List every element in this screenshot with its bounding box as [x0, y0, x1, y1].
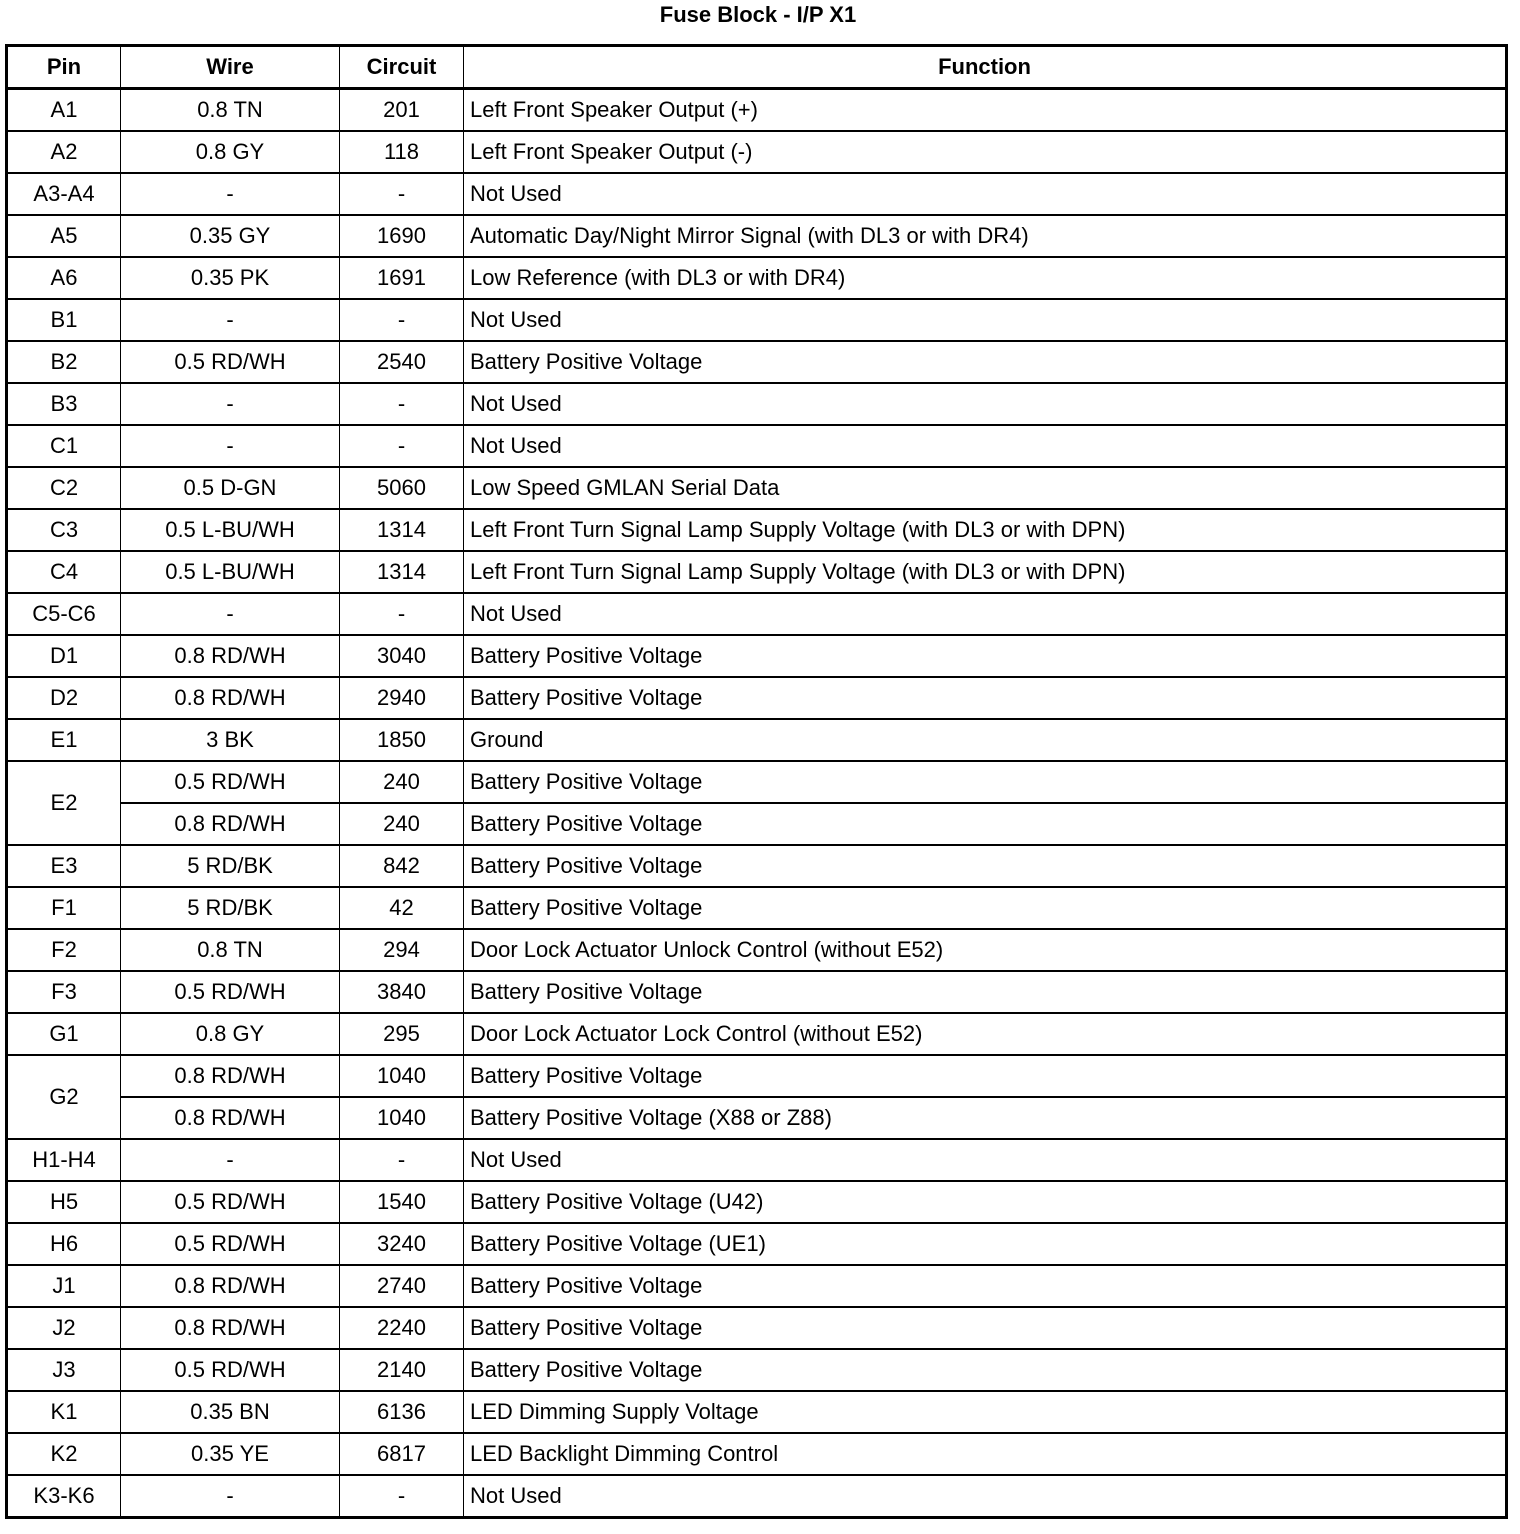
wire-cell: -: [121, 173, 340, 215]
table-row: [7, 1139, 1507, 1181]
column-header-wire: Wire: [121, 46, 340, 89]
circuit-cell: -: [340, 299, 464, 341]
table-row: [7, 1097, 1507, 1139]
wire-cell: 0.8 RD/WH: [121, 1097, 340, 1139]
circuit-cell: 1691: [340, 257, 464, 299]
pin-cell: C2: [7, 467, 121, 509]
circuit-cell: 294: [340, 929, 464, 971]
table-row: [7, 677, 1507, 719]
pin-cell: B3: [7, 383, 121, 425]
page-title: Fuse Block - I/P X1: [659, 2, 857, 27]
pin-cell: A3-A4: [7, 173, 121, 215]
pin-cell: H6: [7, 1223, 121, 1265]
wire-cell: 0.35 YE: [121, 1433, 340, 1475]
circuit-cell: -: [340, 383, 464, 425]
pin-cell: H1-H4: [7, 1139, 121, 1181]
circuit-cell: -: [340, 173, 464, 215]
circuit-cell: 1314: [340, 551, 464, 593]
wire-cell: 5 RD/BK: [121, 845, 340, 887]
pin-cell: B1: [7, 299, 121, 341]
table-body: [7, 89, 1507, 1518]
table-row: [7, 761, 1507, 803]
wire-cell: 0.5 RD/WH: [121, 761, 340, 803]
pin-cell: J2: [7, 1307, 121, 1349]
header-row: [7, 46, 1507, 89]
function-cell: Battery Positive Voltage: [464, 1307, 1507, 1349]
table-row: [7, 1055, 1507, 1097]
function-cell: Door Lock Actuator Lock Control (without E52): [464, 1013, 1507, 1055]
wire-cell: 0.8 RD/WH: [121, 1055, 340, 1097]
table-row: [7, 803, 1507, 845]
circuit-cell: 3840: [340, 971, 464, 1013]
function-cell: Not Used: [464, 593, 1507, 635]
table-row: [7, 971, 1507, 1013]
circuit-cell: 2140: [340, 1349, 464, 1391]
function-cell: Battery Positive Voltage: [464, 1349, 1507, 1391]
table-row: [7, 1307, 1507, 1349]
function-cell: Door Lock Actuator Unlock Control (without E52): [464, 929, 1507, 971]
pin-cell: G1: [7, 1013, 121, 1055]
function-cell: Battery Positive Voltage (U42): [464, 1181, 1507, 1223]
wire-cell: 0.8 TN: [121, 89, 340, 132]
function-cell: Left Front Speaker Output (-): [464, 131, 1507, 173]
pin-cell: E2: [7, 761, 121, 845]
function-cell: LED Backlight Dimming Control: [464, 1433, 1507, 1475]
pin-cell: H5: [7, 1181, 121, 1223]
pin-cell: D2: [7, 677, 121, 719]
function-cell: Not Used: [464, 173, 1507, 215]
pin-cell: F1: [7, 887, 121, 929]
function-cell: Battery Positive Voltage: [464, 677, 1507, 719]
circuit-cell: 240: [340, 761, 464, 803]
table-row: [7, 383, 1507, 425]
pin-cell: F3: [7, 971, 121, 1013]
function-cell: Battery Positive Voltage (X88 or Z88): [464, 1097, 1507, 1139]
wire-cell: 0.8 RD/WH: [121, 635, 340, 677]
circuit-cell: -: [340, 1139, 464, 1181]
wire-cell: 0.35 BN: [121, 1391, 340, 1433]
table-row: [7, 509, 1507, 551]
function-cell: Left Front Turn Signal Lamp Supply Voltage (with DL3 or with DPN): [464, 551, 1507, 593]
wire-cell: 0.35 PK: [121, 257, 340, 299]
table-row: [7, 425, 1507, 467]
wire-cell: 0.5 L-BU/WH: [121, 509, 340, 551]
circuit-cell: 2540: [340, 341, 464, 383]
function-cell: Not Used: [464, 383, 1507, 425]
table-row: [7, 593, 1507, 635]
circuit-cell: 1690: [340, 215, 464, 257]
function-cell: Low Reference (with DL3 or with DR4): [464, 257, 1507, 299]
pin-cell: E1: [7, 719, 121, 761]
circuit-cell: 2740: [340, 1265, 464, 1307]
circuit-cell: 1314: [340, 509, 464, 551]
pin-cell: A2: [7, 131, 121, 173]
function-cell: Battery Positive Voltage: [464, 887, 1507, 929]
wire-cell: 0.8 GY: [121, 1013, 340, 1055]
column-header-pin: Pin: [7, 46, 121, 89]
wire-cell: 0.5 RD/WH: [121, 1223, 340, 1265]
circuit-cell: 42: [340, 887, 464, 929]
pin-cell: C5-C6: [7, 593, 121, 635]
function-cell: Battery Positive Voltage: [464, 761, 1507, 803]
wire-cell: 0.5 RD/WH: [121, 971, 340, 1013]
wire-cell: 0.8 RD/WH: [121, 803, 340, 845]
wire-cell: 0.35 GY: [121, 215, 340, 257]
table-row: [7, 845, 1507, 887]
wire-cell: -: [121, 1475, 340, 1518]
function-cell: Battery Positive Voltage: [464, 1055, 1507, 1097]
pin-cell: K3-K6: [7, 1475, 121, 1518]
function-cell: Automatic Day/Night Mirror Signal (with DL3 or with DR4): [464, 215, 1507, 257]
table-row: [7, 131, 1507, 173]
circuit-cell: 842: [340, 845, 464, 887]
function-cell: Battery Positive Voltage: [464, 1265, 1507, 1307]
table-row: [7, 257, 1507, 299]
column-header-circuit: Circuit: [340, 46, 464, 89]
wire-cell: 0.5 L-BU/WH: [121, 551, 340, 593]
table-row: [7, 887, 1507, 929]
wire-cell: -: [121, 425, 340, 467]
pin-cell: K1: [7, 1391, 121, 1433]
function-cell: LED Dimming Supply Voltage: [464, 1391, 1507, 1433]
pin-cell: A5: [7, 215, 121, 257]
table-row: [7, 173, 1507, 215]
pin-cell: F2: [7, 929, 121, 971]
circuit-cell: 5060: [340, 467, 464, 509]
table-row: [7, 1391, 1507, 1433]
pin-cell: A6: [7, 257, 121, 299]
wire-cell: 0.8 RD/WH: [121, 677, 340, 719]
pin-cell: A1: [7, 89, 121, 132]
pin-cell: G2: [7, 1055, 121, 1139]
function-cell: Battery Positive Voltage: [464, 341, 1507, 383]
circuit-cell: 3240: [340, 1223, 464, 1265]
table-row: [7, 89, 1507, 132]
table-row: [7, 1475, 1507, 1518]
circuit-cell: -: [340, 425, 464, 467]
circuit-cell: 6817: [340, 1433, 464, 1475]
circuit-cell: -: [340, 593, 464, 635]
table-row: [7, 467, 1507, 509]
wire-cell: 0.8 TN: [121, 929, 340, 971]
table-row: [7, 635, 1507, 677]
circuit-cell: 295: [340, 1013, 464, 1055]
function-cell: Battery Positive Voltage: [464, 845, 1507, 887]
circuit-cell: 2240: [340, 1307, 464, 1349]
function-cell: Not Used: [464, 1475, 1507, 1518]
wire-cell: 0.5 D-GN: [121, 467, 340, 509]
circuit-cell: 1040: [340, 1055, 464, 1097]
pin-cell: C3: [7, 509, 121, 551]
table-row: [7, 1181, 1507, 1223]
table-row: [7, 929, 1507, 971]
circuit-cell: 201: [340, 89, 464, 132]
table-row: [7, 1433, 1507, 1475]
circuit-cell: 1850: [340, 719, 464, 761]
wire-cell: 0.5 RD/WH: [121, 1349, 340, 1391]
pin-cell: K2: [7, 1433, 121, 1475]
table-row: [7, 341, 1507, 383]
wire-cell: -: [121, 1139, 340, 1181]
circuit-cell: 6136: [340, 1391, 464, 1433]
wire-cell: 3 BK: [121, 719, 340, 761]
wire-cell: 0.8 RD/WH: [121, 1265, 340, 1307]
pin-cell: E3: [7, 845, 121, 887]
table-row: [7, 1013, 1507, 1055]
wire-cell: 0.5 RD/WH: [121, 1181, 340, 1223]
table-row: [7, 299, 1507, 341]
table-row: [7, 551, 1507, 593]
circuit-cell: 1540: [340, 1181, 464, 1223]
function-cell: Battery Positive Voltage: [464, 803, 1507, 845]
function-cell: Not Used: [464, 425, 1507, 467]
function-cell: Not Used: [464, 299, 1507, 341]
pin-cell: J3: [7, 1349, 121, 1391]
circuit-cell: 1040: [340, 1097, 464, 1139]
pin-cell: D1: [7, 635, 121, 677]
function-cell: Left Front Turn Signal Lamp Supply Voltage (with DL3 or with DPN): [464, 509, 1507, 551]
pin-cell: J1: [7, 1265, 121, 1307]
table-row: [7, 1223, 1507, 1265]
pin-cell: B2: [7, 341, 121, 383]
wire-cell: 0.8 GY: [121, 131, 340, 173]
table-row: [7, 1265, 1507, 1307]
wire-cell: -: [121, 383, 340, 425]
table-row: [7, 215, 1507, 257]
function-cell: Battery Positive Voltage: [464, 635, 1507, 677]
function-cell: Battery Positive Voltage (UE1): [464, 1223, 1507, 1265]
wire-cell: 5 RD/BK: [121, 887, 340, 929]
function-cell: Left Front Speaker Output (+): [464, 89, 1507, 132]
function-cell: Low Speed GMLAN Serial Data: [464, 467, 1507, 509]
table-row: [7, 719, 1507, 761]
circuit-cell: 2940: [340, 677, 464, 719]
circuit-cell: 3040: [340, 635, 464, 677]
column-header-function: Function: [464, 46, 1507, 89]
function-cell: Not Used: [464, 1139, 1507, 1181]
wire-cell: 0.8 RD/WH: [121, 1307, 340, 1349]
table-row: [7, 1349, 1507, 1391]
pinout-table: [5, 44, 1508, 1519]
pin-cell: C1: [7, 425, 121, 467]
pin-cell: C4: [7, 551, 121, 593]
circuit-cell: -: [340, 1475, 464, 1518]
function-cell: Battery Positive Voltage: [464, 971, 1507, 1013]
function-cell: Ground: [464, 719, 1507, 761]
circuit-cell: 240: [340, 803, 464, 845]
wire-cell: -: [121, 593, 340, 635]
circuit-cell: 118: [340, 131, 464, 173]
wire-cell: 0.5 RD/WH: [121, 341, 340, 383]
wire-cell: -: [121, 299, 340, 341]
